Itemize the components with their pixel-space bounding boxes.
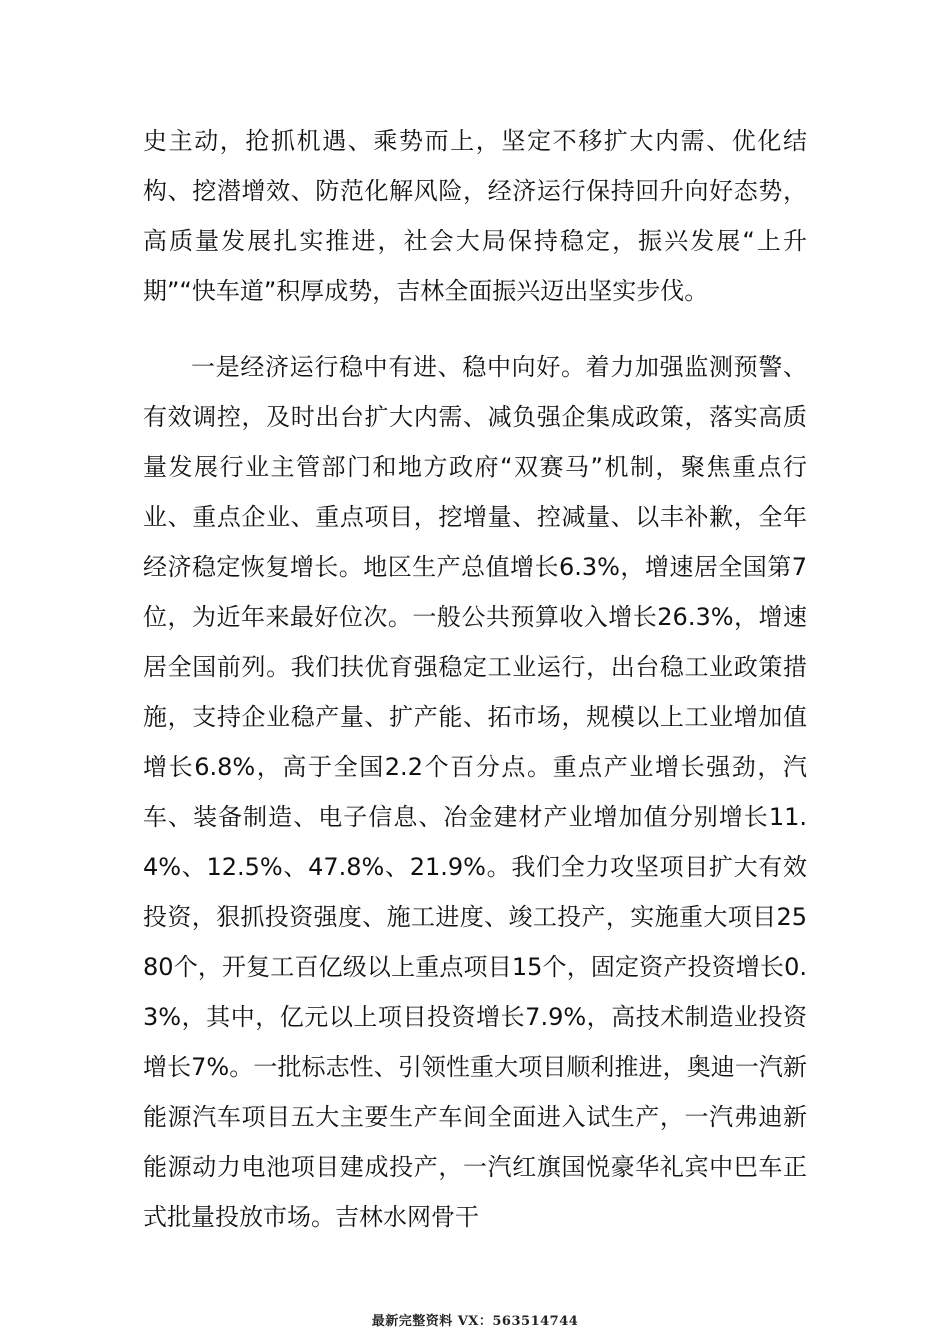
footer-watermark-text: 最新完整资料 VX：563514744 [371, 1314, 579, 1329]
body-paragraph-2: 一是经济运行稳中有进、稳中向好。着力加强监测预警、有效调控，及时出台扩大内需、减负强企集成政策，落实高质量发展行业主管部门和地方政府“双赛马”机制，聚焦重点行业、重点企业、重点项目，挖增量、控减量、以丰补歉，全年经济稳定恢复增长。地区生产总值增长6.3%，增速居全国第7位，为近年来最好位次。一般公共预算收入增长26.3%，增速居全国前列。我们扶优育强稳定工业运行，出台稳工业政策措施，支持企业稳产量、扩产能、拓市场，规模以上工业增加值增长6.8%，高于全国2.2个百分点。重点产业增长强劲，汽车、装备制造、电子信息、冶金建材产业增加值分别增长11.4%、12.5%、47.8%、21.9%。我们全力攻坚项目扩大有效投资，狠抓投资强度、施工进度、竣工投产，实施重大项目2580个，开复工百亿级以上重点项目15个，固定资产投资增长0.3%，其中，亿元以上项目投资增长7.9%，高技术制造业投资增长7%。一批标志性、引领性重大项目顺利推进，奥迪一汽新能源汽车项目五大主要生产车间全面进入试生产，一汽弗迪新能源动力电池项目建成投产，一汽红旗国悦豪华礼宾中巴车正式批量投放市场。吉林水网骨干 [143, 353, 807, 1231]
body-paragraph-1: 史主动，抢抓机遇、乘势而上，坚定不移扩大内需、优化结构、挖潜增效、防范化解风险，经济运行保持回升向好态势，高质量发展扎实推进，社会大局保持稳定，振兴发展“上升期”“快车道”积厚成势，吉林全面振兴迈出坚实步伐。 [143, 127, 807, 305]
